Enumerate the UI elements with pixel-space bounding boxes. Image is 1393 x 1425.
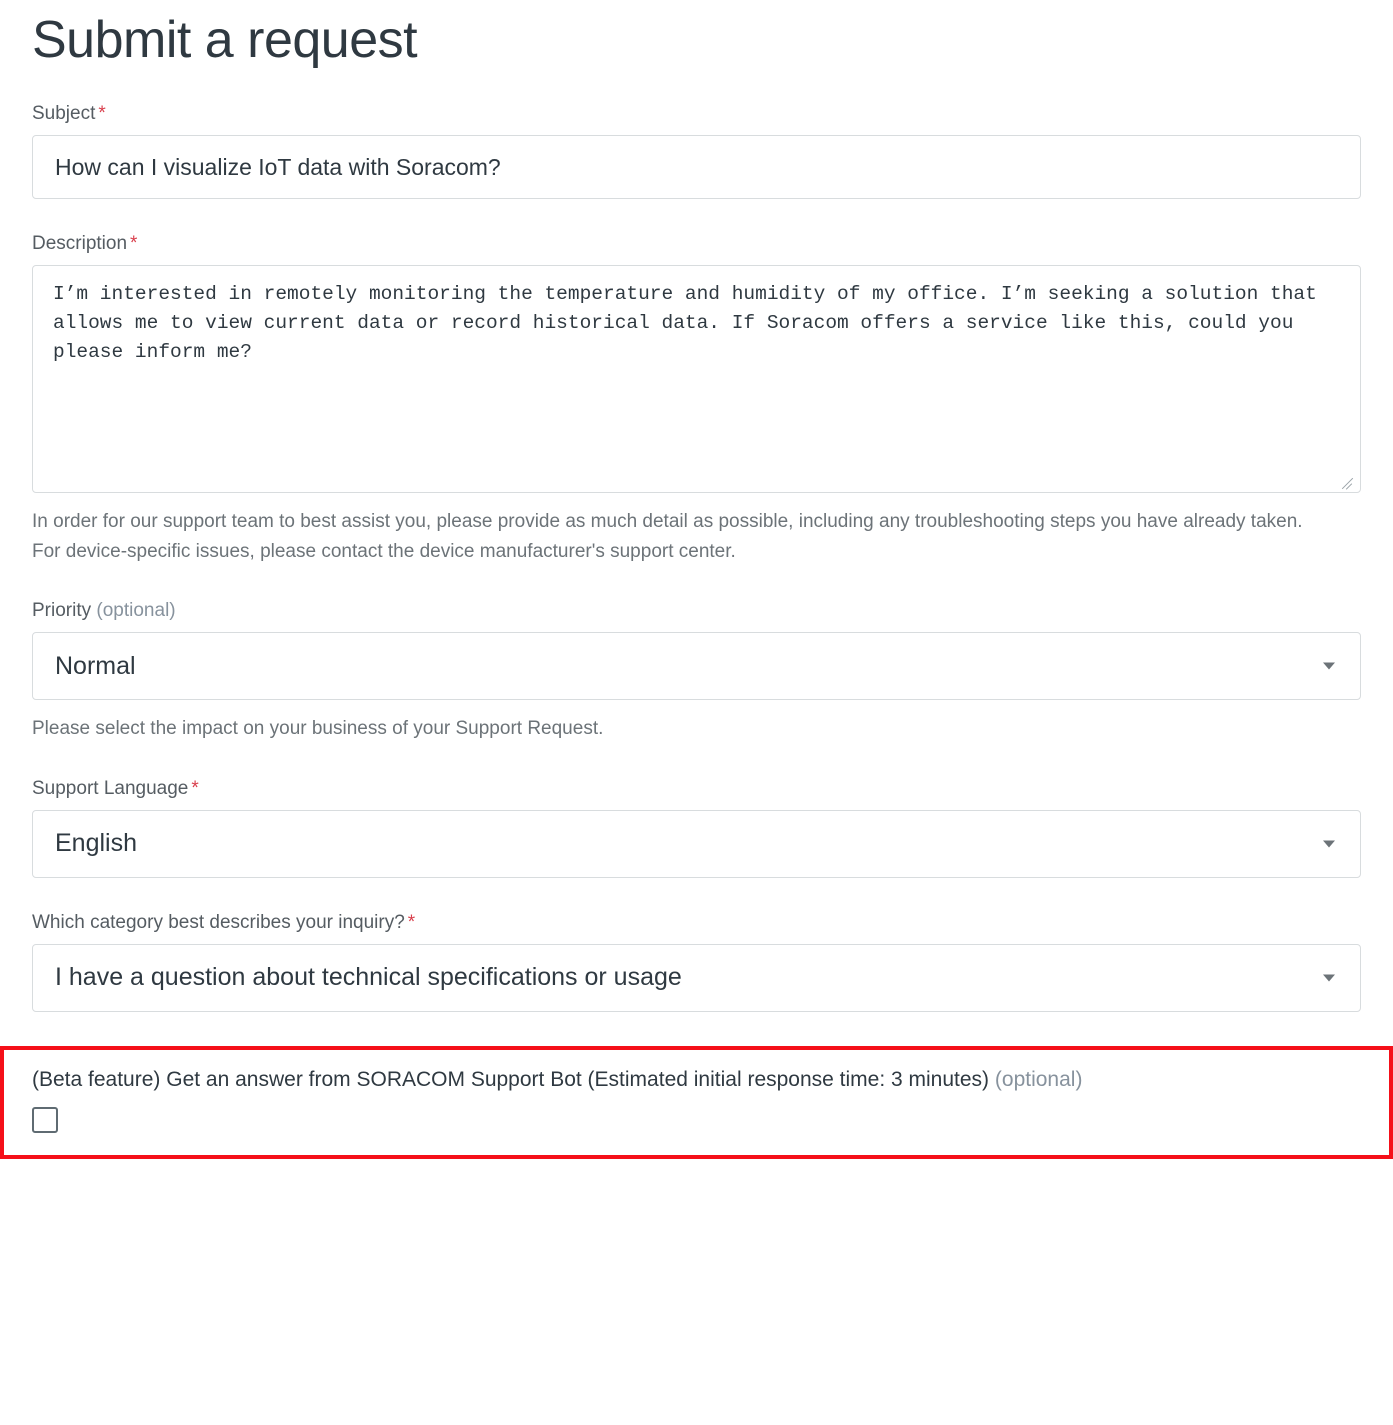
page-title: Submit a request (32, 11, 418, 69)
category-required-marker: * (407, 911, 416, 933)
chevron-down-icon[interactable] (1323, 840, 1335, 847)
support-language-select-wrap (32, 810, 1361, 878)
priority-label (32, 600, 1361, 622)
priority-optional-text: (optional) (96, 600, 176, 622)
chevron-down-icon[interactable] (1323, 974, 1335, 981)
description-label-text: Description (32, 233, 128, 255)
priority-select[interactable] (32, 632, 1361, 700)
subject-required-marker: * (98, 103, 106, 125)
priority-select-wrap (32, 632, 1361, 700)
support-bot-optional-text: (optional) (994, 1067, 1083, 1091)
subject-label (32, 103, 1361, 125)
description-required-marker: * (130, 233, 138, 255)
priority-hint: Please select the impact on your business of your Support Request. (32, 718, 604, 740)
subject-input[interactable] (32, 135, 1361, 199)
support-language-selected-value: English (55, 829, 137, 857)
support-bot-highlight-box (0, 1046, 1393, 1159)
description-hint: In order for our support team to best assist you, please provide as much detail as possible, including any troubleshooting steps you have already taken. For device-specific issues, please contact the device manufacturer's support center. (32, 511, 1303, 562)
category-field-group (32, 912, 1361, 1012)
support-bot-label-text: (Beta feature) Get an answer from SORACOM Support Bot (Estimated initial response time: 3 minutes) (32, 1067, 990, 1091)
category-label (32, 912, 1361, 934)
category-label-text: Which category best describes your inquiry? (32, 911, 405, 933)
chevron-down-icon[interactable] (1323, 663, 1335, 670)
description-textarea[interactable] (32, 265, 1361, 493)
category-select[interactable] (32, 944, 1361, 1012)
support-language-label (32, 778, 1361, 800)
category-select-wrap (32, 944, 1361, 1012)
support-language-required-marker: * (191, 777, 199, 799)
support-language-label-text: Support Language (32, 777, 189, 799)
description-label (32, 233, 1361, 255)
support-language-field-group (32, 778, 1361, 878)
category-selected-value: I have a question about technical specifications or usage (55, 963, 682, 991)
description-field-group (32, 233, 1361, 566)
priority-selected-value: Normal (55, 651, 136, 680)
subject-label-text: Subject (32, 103, 96, 125)
support-language-select[interactable] (32, 810, 1361, 878)
priority-label-text: Priority (32, 600, 92, 622)
support-bot-checkbox[interactable] (32, 1107, 58, 1133)
description-textarea-wrap (32, 265, 1361, 493)
subject-field-group (32, 103, 1361, 199)
priority-field-group (32, 600, 1361, 743)
support-bot-label (32, 1066, 1361, 1093)
